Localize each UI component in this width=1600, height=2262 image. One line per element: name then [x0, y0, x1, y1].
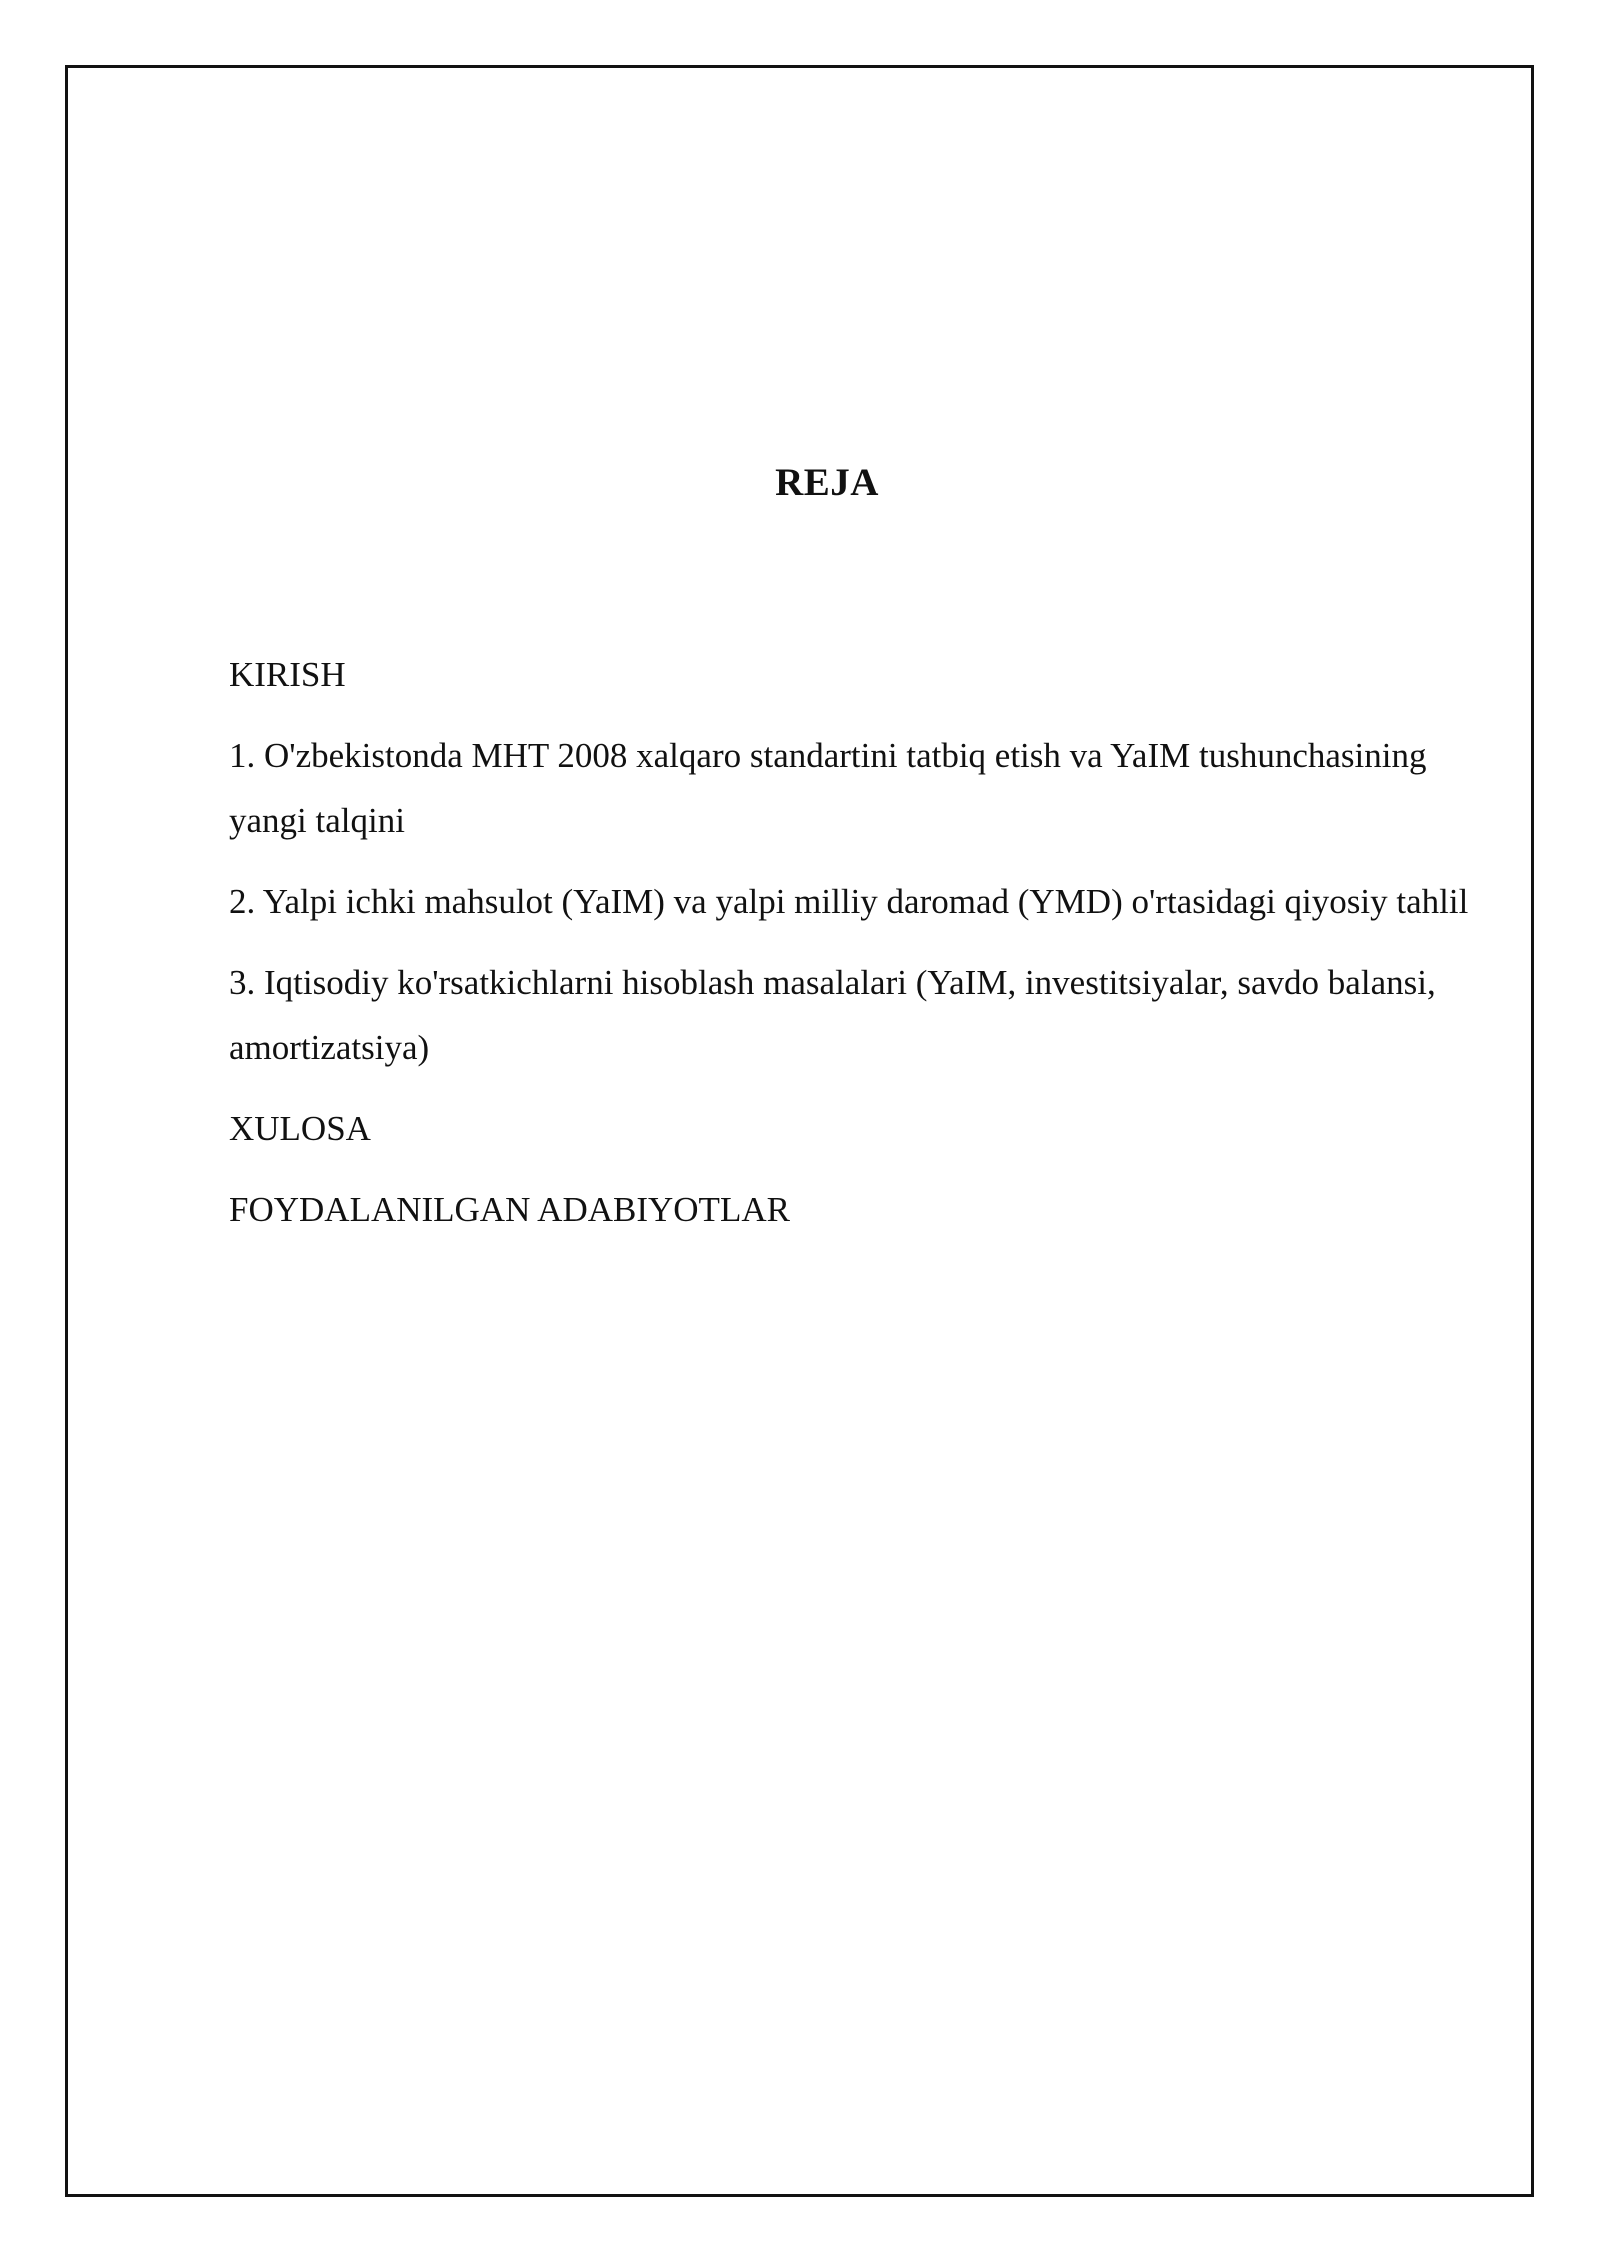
toc-item-introduction: KIRISH: [229, 655, 346, 694]
table-of-contents: [229, 642, 1509, 1258]
toc-item-2: 2. Yalpi ichki mahsulot (YaIM) va yalpi milliy daromad (YMD) o'rtasidagi qiyosiy tahlil: [229, 882, 1469, 921]
toc-item-3: 3. Iqtisodiy ko'rsatkichlarni hisoblash masalalari (YaIM, investitsiyalar, savdo balansi, amortizatsiya): [229, 963, 1436, 1067]
toc-item-conclusion: XULOSA: [229, 1109, 371, 1148]
toc-item-references: FOYDALANILGAN ADABIYOTLAR: [229, 1190, 790, 1229]
toc-item-1: 1. O'zbekistonda MHT 2008 xalqaro standartini tatbiq etish va YaIM tushunchasining yangi talqini: [229, 736, 1427, 840]
page-title: REJA: [775, 461, 879, 504]
